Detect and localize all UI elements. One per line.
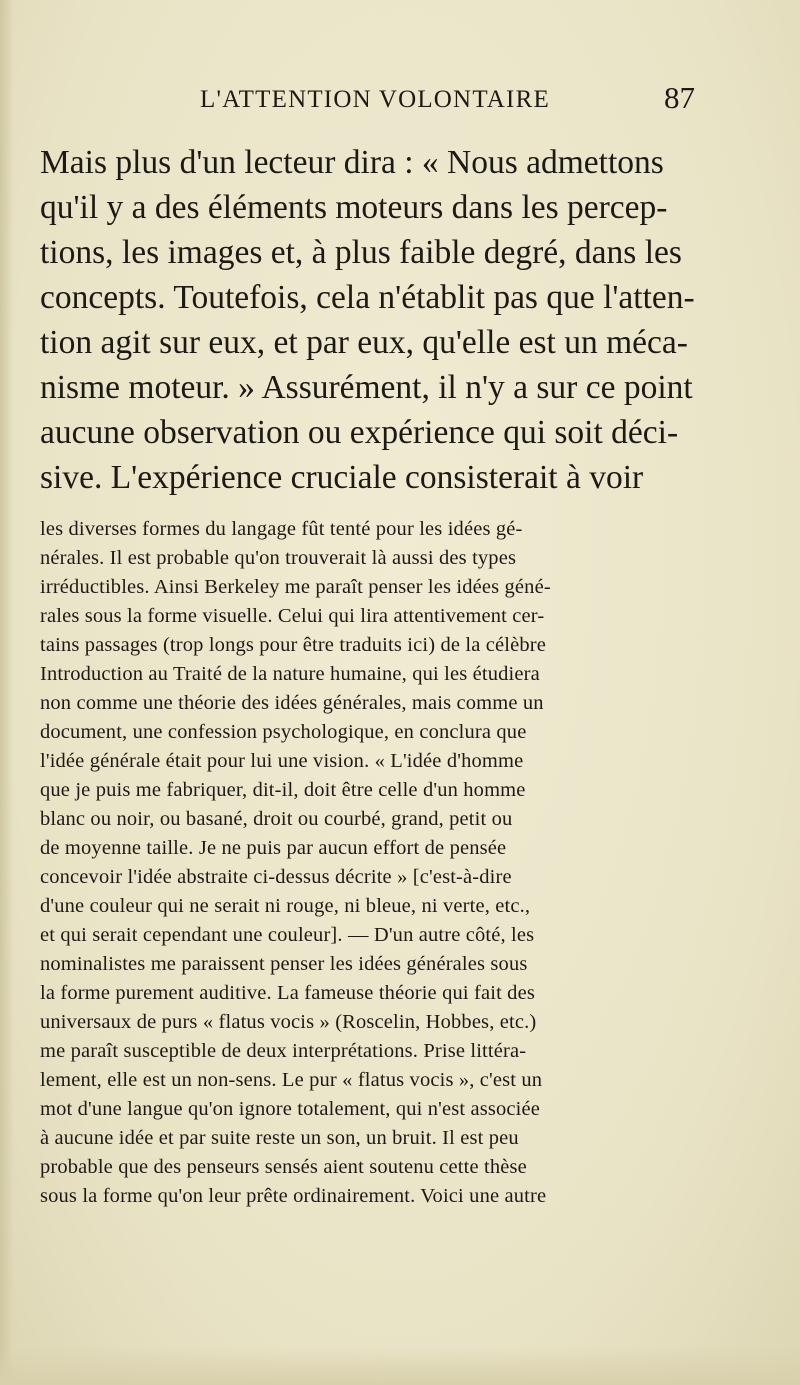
text-line: Mais plus d'un lecteur dira : « Nous admettons	[40, 144, 664, 181]
page-number: 87	[664, 80, 695, 115]
text-line: sous la forme qu'on leur prête ordinairement. Voici une autre	[40, 1185, 547, 1207]
text-line: à aucune idée et par suite reste un son, un bruit. Il est peu	[40, 1127, 519, 1149]
text-line: mot d'une langue qu'on ignore totalement, qui n'est associée	[40, 1098, 540, 1120]
text-line: qu'il y a des éléments moteurs dans les percep-	[40, 189, 668, 226]
text-line: rales sous la forme visuelle. Celui qui lira attentivement cer-	[40, 605, 545, 627]
text-line: tains passages (trop longs pour être traduits ici) de la célèbre	[40, 634, 546, 656]
text-line: concepts. Toutefois, cela n'établit pas que l'atten-	[40, 279, 695, 316]
text-line: blanc ou noir, ou basané, droit ou courbé, grand, petit ou	[40, 808, 513, 830]
page-edge-shadow	[0, 0, 14, 1385]
page-bottom-shadow	[0, 1345, 800, 1385]
text-line: universaux de purs « flatus vocis » (Roscelin, Hobbes, etc.)	[40, 1011, 537, 1033]
running-head: L'ATTENTION VOLONTAIRE	[200, 86, 550, 113]
text-line: me paraît susceptible de deux interprétations. Prise littéra-	[40, 1040, 527, 1062]
text-line: irréductibles. Ainsi Berkeley me paraît penser les idées géné-	[40, 576, 551, 598]
text-line: aucune observation ou expérience qui soit déci-	[40, 414, 679, 451]
text-line: nérales. Il est probable qu'on trouverait là aussi des types	[40, 547, 517, 569]
text-line: concevoir l'idée abstraite ci-dessus décrite » [c'est-à-dire	[40, 866, 512, 888]
page-header	[0, 80, 800, 122]
text-line: nisme moteur. » Assurément, il n'y a sur ce point	[40, 369, 693, 406]
text-line: Introduction au Traité de la nature humaine, qui les étudiera	[40, 663, 540, 685]
text-line: probable que des penseurs sensés aient soutenu cette thèse	[40, 1156, 527, 1178]
text-line: lement, elle est un non-sens. Le pur « flatus vocis », c'est un	[40, 1069, 543, 1091]
text-line: la forme purement auditive. La fameuse théorie qui fait des	[40, 982, 535, 1004]
text-line: que je puis me fabriquer, dit-il, doit être celle d'un homme	[40, 779, 526, 801]
text-line: tions, les images et, à plus faible degré, dans les	[40, 234, 682, 271]
text-line: sive. L'expérience cruciale consisterait à voir	[40, 459, 644, 496]
text-line: l'idée générale était pour lui une vision. « L'idée d'homme	[40, 750, 524, 772]
text-line: de moyenne taille. Je ne puis par aucun effort de pensée	[40, 837, 507, 859]
text-line: document, une confession psychologique, en conclura que	[40, 721, 527, 743]
text-line: tion agit sur eux, et par eux, qu'elle est un méca-	[40, 324, 688, 361]
text-line: non comme une théorie des idées générales, mais comme un	[40, 692, 544, 714]
text-line: les diverses formes du langage fût tenté pour les idées gé-	[40, 518, 523, 540]
text-line: et qui serait cependant une couleur]. — D'un autre côté, les	[40, 924, 535, 946]
text-line: d'une couleur qui ne serait ni rouge, ni bleue, ni verte, etc.,	[40, 895, 531, 917]
text-line: nominalistes me paraissent penser les idées générales sous	[40, 953, 528, 975]
